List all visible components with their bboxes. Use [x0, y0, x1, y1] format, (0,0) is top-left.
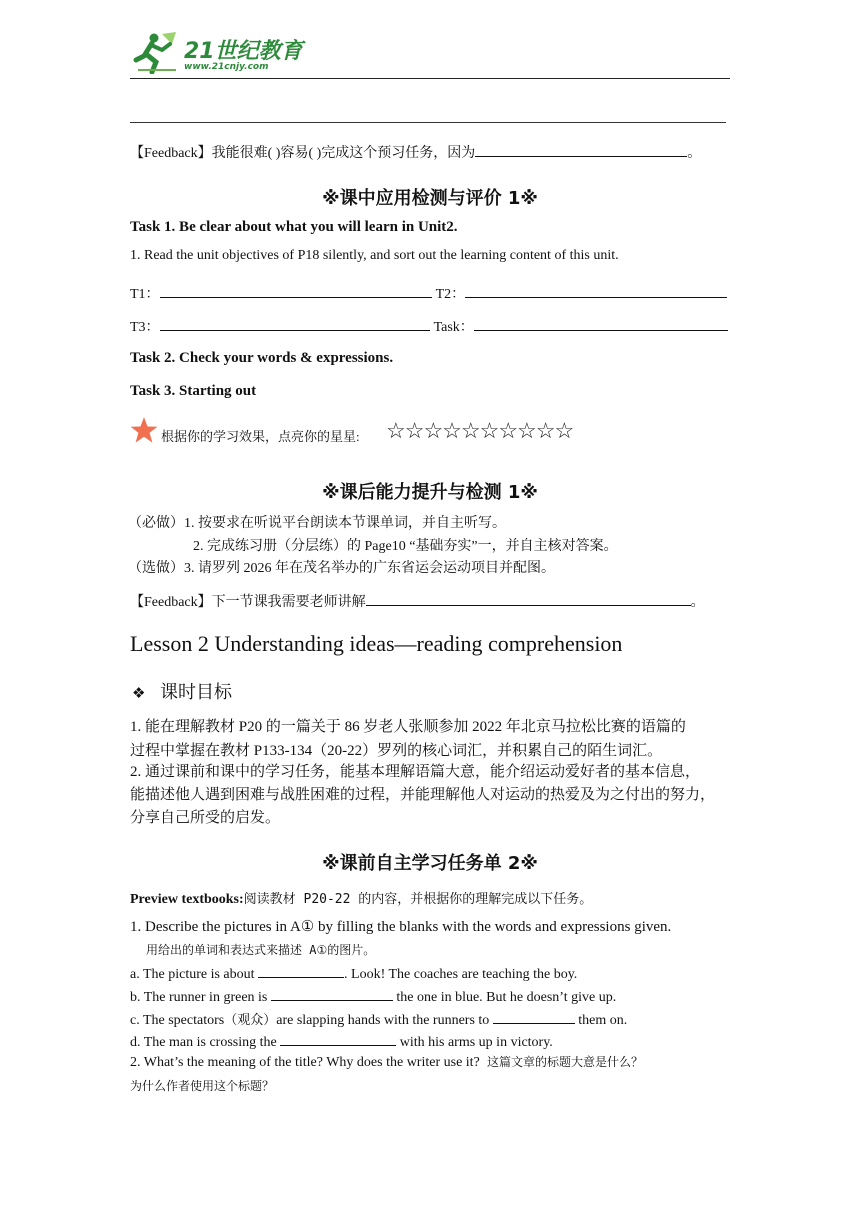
preview-line: [130, 888, 592, 908]
task3-title: Task 3. Starting out: [130, 383, 257, 399]
item-c: [130, 1009, 627, 1029]
feedback-preview-blank[interactable]: [475, 142, 687, 157]
item-b-post: the one in blue. But he doesn’t give up.: [392, 990, 617, 1005]
task2-title: Task 2. Check your words & expressions.: [130, 350, 394, 366]
item-c-blank[interactable]: [493, 1009, 575, 1024]
question-2-en: 2. What’s the meaning of the title? Why does the writer use it?: [130, 1055, 480, 1070]
goal-1-line-1: 1. 能在理解教材 P20 的一篇关于 86 岁老人张顺参加 2022 年北京马拉松比赛的语篇的: [130, 719, 686, 735]
section-title-after-class-1: ※课后能力提升与检测 1※: [322, 482, 538, 503]
goal-2-line-1: 2. 通过课前和课中的学习任务，能基本理解语篇大意，能介绍运动爱好者的基本信息，: [130, 764, 701, 780]
question-2-cn-line-2: 为什么作者使用这个标题？: [130, 1079, 275, 1093]
task1-row-1: [130, 283, 727, 303]
t2-label: T2：: [435, 287, 466, 302]
section-title-preview-2: ※课前自主学习任务单 2※: [322, 853, 538, 874]
task-blank[interactable]: [474, 316, 728, 331]
item-d-post: with his arms up in victory.: [396, 1035, 553, 1050]
task-label: Task：: [433, 320, 474, 335]
item-a-post: . Look! The coaches are teaching the boy.: [344, 967, 578, 982]
homework-line-3: （选做）3. 请罗列 2026 年在茂名举办的广东省运会运动项目并配图。: [128, 561, 555, 576]
item-a-blank[interactable]: [258, 963, 344, 978]
homework-line-1: （必做）1. 按要求在听说平台朗读本节课单词，并自主听写。: [128, 516, 506, 531]
goal-1-line-2: 过程中掌握在教材 P133-134（20-22）罗列的核心词汇，并积累自己的陌生词汇。: [130, 743, 663, 759]
feedback-next-line: [130, 591, 705, 611]
t2-blank[interactable]: [465, 283, 727, 298]
goal-2-line-2: 能描述他人遇到困难与战胜困难的过程，并能理解他人对运动的热爱及为之付出的努力，: [130, 787, 716, 803]
feedback-next-blank[interactable]: [366, 591, 691, 606]
item-d-pre: d. The man is crossing the: [130, 1035, 281, 1050]
task1-title: Task 1. Be clear about what you will learn in Unit2.: [130, 219, 458, 235]
continuation-blank-line: [130, 122, 726, 123]
lesson2-title: Lesson 2 Understanding ideas—reading comprehension: [130, 631, 623, 656]
t1-label: T1：: [130, 287, 160, 302]
task1-row-2: [130, 316, 728, 336]
goals-title: 课时目标: [159, 682, 232, 703]
task1-instruction: 1. Read the unit objectives of P18 silently, and sort out the learning content of this unit.: [130, 248, 619, 263]
diamond-bullet-icon: ❖: [132, 684, 146, 702]
item-c-cn: （观众）: [224, 1013, 277, 1028]
goals-heading: [132, 678, 232, 704]
feedback-next-end: 。: [690, 595, 705, 610]
filled-star-icon: [130, 416, 158, 444]
question-2: [130, 1053, 643, 1071]
item-a: [130, 963, 577, 983]
item-c-pre: c. The spectators: [130, 1013, 225, 1028]
question-2-cn: 这篇文章的标题大意是什么？: [479, 1055, 644, 1069]
item-d-blank[interactable]: [280, 1031, 396, 1046]
goal-2-line-3: 分享自己所受的启发。: [130, 810, 281, 826]
t3-label: T3：: [130, 320, 160, 335]
feedback-preview-line: [130, 142, 701, 162]
feedback-next-text: 【Feedback】下一节课我需要老师讲解: [130, 595, 366, 610]
item-c-mid: are slapping hands with the runners to: [276, 1013, 493, 1028]
rating-stars[interactable]: ☆☆☆☆☆☆☆☆☆☆: [386, 418, 574, 443]
preview-text: 阅读教材 P20-22 的内容，并根据你的理解完成以下任务。: [243, 892, 593, 907]
t3-blank[interactable]: [160, 316, 430, 331]
logo-url: www.21cnjy.com: [184, 62, 269, 72]
runner-logo-icon: [132, 30, 182, 74]
item-d: [130, 1031, 553, 1051]
question-1: 1. Describe the pictures in A① by filling the blanks with the words and expressions given.: [130, 919, 672, 935]
header-rule: [130, 78, 730, 79]
item-a-pre: a. The picture is about: [130, 967, 259, 982]
preview-label: Preview textbooks:: [130, 892, 244, 907]
homework-line-2: 2. 完成练习册（分层练）的 Page10 “基础夯实”一，并自主核对答案。: [193, 539, 618, 554]
item-b: [130, 986, 616, 1006]
feedback-preview-text: 【Feedback】我能很难( )容易( )完成这个预习任务，因为: [130, 146, 476, 161]
logo-text: 21世纪教育: [184, 39, 303, 64]
section-title-in-class-1: ※课中应用检测与评价 1※: [322, 188, 538, 209]
feedback-preview-end: 。: [687, 146, 702, 161]
item-c-post: them on.: [574, 1013, 628, 1028]
rating-text: 根据你的学习效果，点亮你的星星:: [161, 429, 360, 444]
header-logo: [132, 30, 302, 76]
question-1-chinese: 用给出的单词和表达式来描述 A①的图片。: [146, 943, 376, 957]
t1-blank[interactable]: [160, 283, 432, 298]
item-b-pre: b. The runner in green is: [130, 990, 271, 1005]
item-b-blank[interactable]: [271, 986, 393, 1001]
